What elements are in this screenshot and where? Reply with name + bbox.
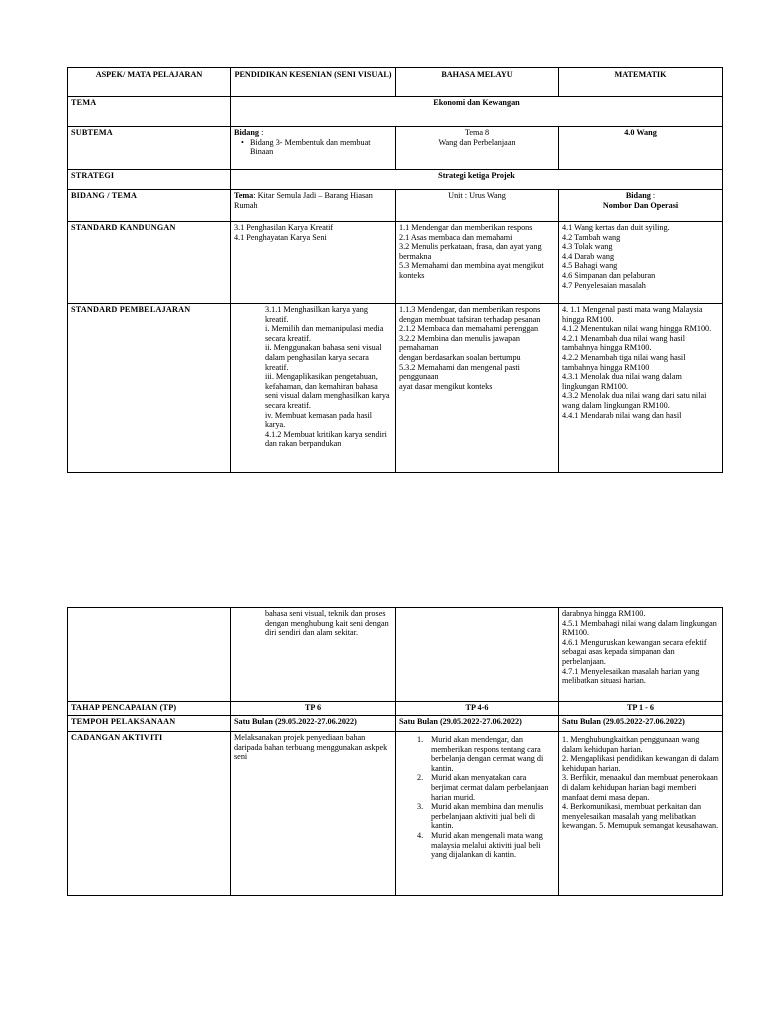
sp-seni-item: i. Memilih dan memanipulasi media secara kreatif. [265,324,384,343]
row-label-standard-pembelajaran: STANDARD PEMBELAJARAN [68,304,231,473]
sk-mat [559,222,723,304]
sp-seni-item: ii. Menggunakan bahasa seni visual dalam penghasilan karya secara kreatif. [265,343,382,372]
sp-bm-item: dengan berdasarkan soalan bertumpu [399,352,521,362]
row-label-bidang: BIDANG / TEMA [68,190,231,222]
tahap-bm: TP 4-6 [396,702,559,716]
sp-mat-item: 4.4.1 Mendarab nilai wang dan hasil [562,410,682,420]
row-label-tahap: TAHAP PENCAPAIAN (TP) [68,702,231,716]
row-label-standard-kandungan: STANDARD KANDUNGAN [68,222,231,304]
sk-bm-item: 1.1 Mendengar dan memberikan respons [399,223,533,232]
sp-bm [396,304,559,473]
tempoh-bm: Satu Bulan (29.05.2022-27.06.2022) [396,716,559,732]
cadangan-bm [396,732,559,896]
bidang-bm: Unit : Urus Wang [396,190,559,222]
row-label-tempoh: TEMPOH PELAKSANAAN [68,716,231,732]
sk-seni [231,222,396,304]
sp-bm-item: 5.3.2 Memahami dan mengenal pasti penggunaan [399,362,520,382]
cont-seni-text: bahasa seni visual, teknik dan proses dengan menghubung kait seni dengan diri sendiri dan alam sekitar. [265,609,389,638]
subtema-bm-line1: Tema 8 [464,128,490,137]
strategi-value: Strategi ketiga Projek [231,170,723,190]
sp-bm-item: 2.1.2 Membaca dan memahami perenggan [399,324,539,334]
sp-seni-item: 4.1.2 Membuat kritikan karya sendiri dan rakan berpandukan [265,429,387,449]
tema-value: Ekonomi dan Kewangan [231,97,723,127]
cadangan-mat-item: 3. Berfikir, menaakul dan membuat penerokaan di dalam kehidupan harian bagi memberi manfaat demi masa depan. [562,773,718,802]
tahap-seni: TP 6 [231,702,396,716]
cadangan-bm-item: 3. Murid akan membina dan menulis perbelanjaan aktiviti jual beli di kantin. [417,802,544,831]
cont-bm-empty [396,608,559,702]
sp-mat [559,304,723,473]
sp-mat-item: 4.3.1 Menolak dua nilai wang dalam lingkungan RM100. [562,372,682,391]
bidang-mat [559,190,723,222]
sk-bm [396,222,559,304]
cadangan-bm-item: 2. Murid akan menyatakan cara berjimat cermat dalam perbelanjaan harian murid. [417,773,549,802]
row-label-tema: TEMA [68,97,231,127]
header-bahasa-melayu: BAHASA MELAYU [396,68,559,97]
cadangan-bm-item: 4. Murid akan mengenali mata wang malaysia melalui aktiviti jual beli yang dijalankan di kantin. [417,830,543,860]
sk-seni-item: 3.1 Penghasilan Karya Kreatif [234,223,334,232]
cont-mat-item: darabnya hingga RM100. [562,609,646,618]
tahap-mat: TP 1 - 6 [559,702,723,716]
cadangan-bm-item: 1. Murid akan mendengar, dan memberikan respons tentang cara berbelanja dengan cermat wang di kantin. [417,735,544,773]
tempoh-seni: Satu Bulan (29.05.2022-27.06.2022) [231,716,396,732]
header-seni-visual: PENDIDIKAN KESENIAN (SENI VISUAL) [231,68,396,97]
cont-mat [559,608,723,702]
sk-bm-item: bermakna [399,251,432,261]
sp-mat-item: 4. 1.1 Mengenal pasti mata wang Malaysia hingga RM100. [562,305,703,324]
sp-seni-item: iii. Mengaplikasikan pengetahuan, kefahaman, dan kemahiran bahasa seni visual dalam menghasilkan karya secara kreatif. [265,372,390,410]
lesson-plan-table-part-2 [67,607,723,896]
sk-seni-item: 4.1 Penghayatan Karya Seni [234,232,327,242]
cadangan-mat [559,732,723,896]
cadangan-seni: Melaksanakan projek penyediaan bahan daripada bahan terbuang menggunakan askpek seni [231,732,396,896]
sp-bm-item: 3.2.2 Membina dan menulis jawapan pemahaman [399,333,520,353]
cont-seni [231,608,396,702]
sk-bm-item: 5.3 Memahami dan membina ayat mengikut konteks [399,261,544,280]
sp-mat-item: 4.3.2 Menolak dua nilai wang dari satu nilai wang dalam lingkungan RM100. [562,391,707,410]
sp-seni-item: 3.1.1 Menghasilkan karya yang kreatif. [265,305,368,324]
cadangan-mat-item: 1. Menghubungkaitkan penggunaan wang dalam kehidupan harian. [562,735,700,754]
sp-bm-item: 1.1.3 Mendengar, dan memberikan respons [399,305,541,314]
bidang-seni-rest: : Kitar Semula Jadi – Barang Hiasan Rumah [234,191,373,210]
sk-mat-item: 4.4 Darab wang [562,251,615,261]
sk-mat-item: 4.1 Wang kertas dan duit syiling. [562,223,670,232]
sp-seni-item: iv. Membuat kemasan pada hasil karya. [265,410,373,430]
sk-mat-item: 4.5 Bahagi wang [562,261,618,271]
cont-label-empty [68,608,231,702]
lesson-plan-table-part-1 [67,67,723,473]
row-label-subtema: SUBTEMA [68,127,231,170]
header-matematik: MATEMATIK [559,68,723,97]
cadangan-mat-item: 4. Berkomunikasi, membuat perkaitan dan menyelesaikan masalah yang melibatkan kewangan. 5. Memupuk semangat keusahawan. [562,802,719,831]
sk-bm-item: 3.2 Menulis perkataan, frasa, dan ayat yang [399,242,542,252]
bidang-mat-suffix: : [650,191,656,200]
bidang-mat-line2: Nombor Dan Operasi [602,200,679,210]
header-aspek: ASPEK/ MATA PELAJARAN [68,68,231,97]
subtema-seni-prefix: Bidang [234,128,260,137]
subtema-seni-suffix: : [259,128,264,137]
cont-mat-item: 4.7.1 Menyelesaikan masalah harian yang melibatkan situasi harian. [562,666,700,686]
tempoh-mat: Satu Bulan (29.05.2022-27.06.2022) [559,716,723,732]
sk-mat-item: 4.2 Tambah wang [562,232,621,242]
subtema-bm-line2: Wang dan Perbelanjaan [438,137,516,147]
sp-mat-item: 4.1.2 Menentukan nilai wang hingga RM100. [562,324,712,334]
sp-seni [231,304,396,473]
cadangan-mat-item: 2. Mengaplikasi pendidikan kewangan di dalam kehidupan harian. [562,754,719,773]
sp-mat-item: 4.2.2 Menambah tiga nilai wang hasil tambahnya hingga RM100 [562,352,686,372]
sk-bm-item: 2.1 Asas membaca dan memahami [399,232,513,242]
bidang-seni [231,190,396,222]
sp-bm-item: ayat dasar mengikut konteks [399,381,493,391]
sk-mat-item: 4.3 Tolak wang [562,242,613,252]
bidang-seni-prefix: Tema [234,191,254,200]
cont-mat-item: 4.5.1 Membahagi nilai wang dalam lingkungan RM100. [562,618,717,638]
sk-mat-item: 4.6 Simpanan dan pelaburan [562,270,656,280]
subtema-seni [231,127,396,170]
subtema-mat: 4.0 Wang [559,127,723,170]
row-label-strategi: STRATEGI [68,170,231,190]
bidang-mat-prefix: Bidang [625,191,651,200]
row-label-cadangan: CADANGAN AKTIVITI [68,732,231,896]
cont-mat-item: 4.6.1 Menguruskan kewangan secara efektif sebagai asas kepada simpanan dan perbelanjaan. [562,637,707,666]
sk-mat-item: 4.7 Penyelesaian masalah [562,280,646,290]
subtema-bm [396,127,559,170]
sp-mat-item: 4.2.1 Menambah dua nilai wang hasil tambahnya hingga RM100. [562,333,686,353]
subtema-seni-item: • Bidang 3- Membentuk dan membuat Binaan [240,138,392,157]
sp-bm-item: dengan membuat tafsiran terhadap pesanan [399,314,541,324]
